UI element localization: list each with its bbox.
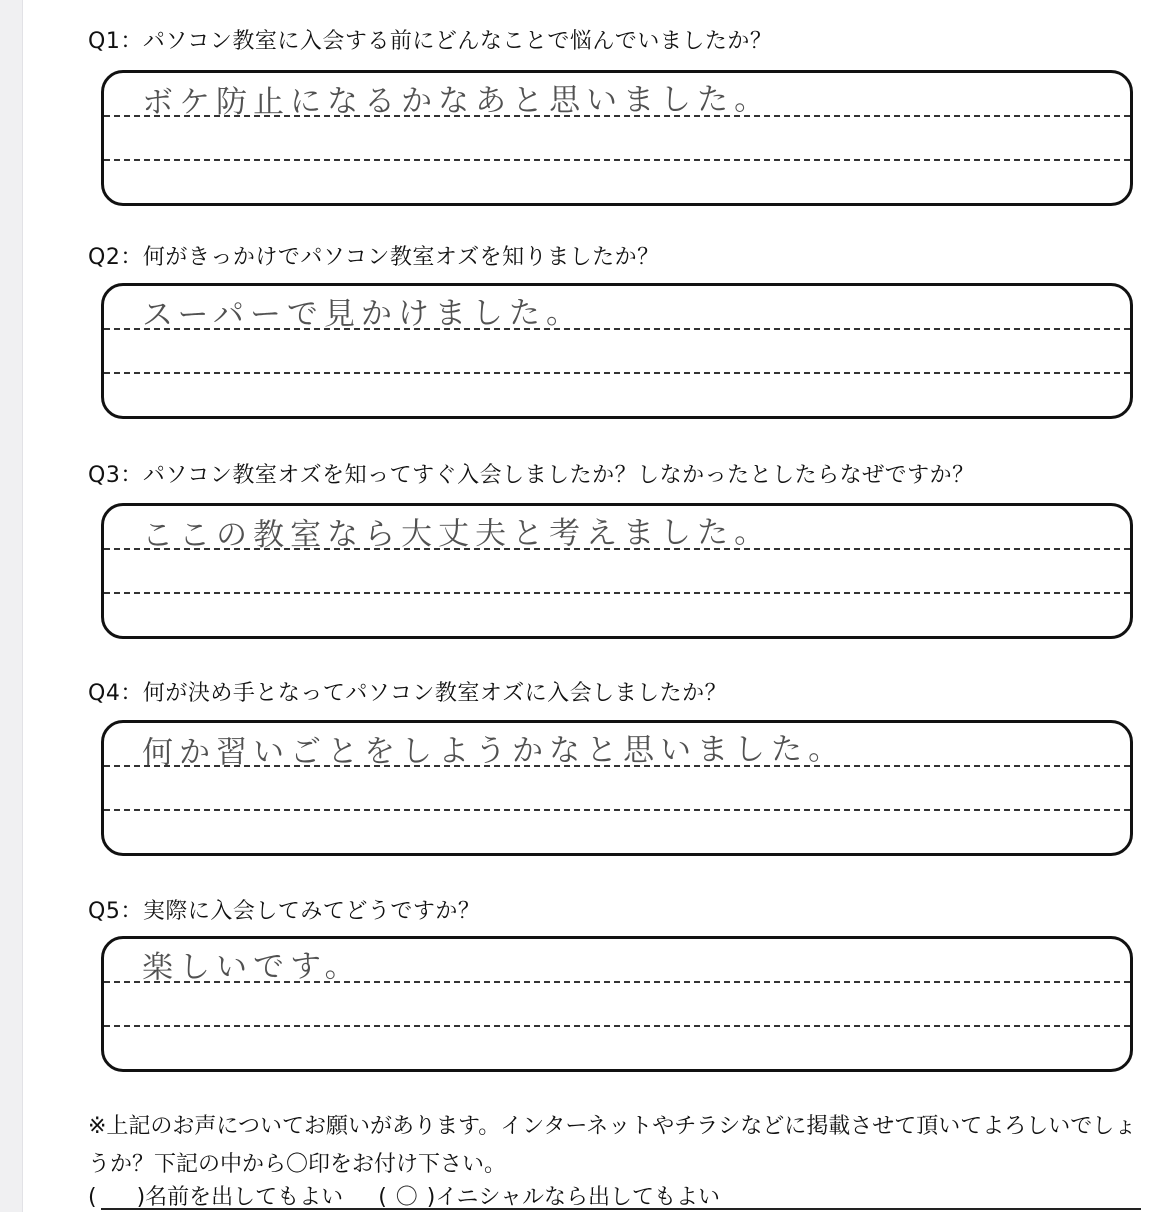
answer-box-5: [101, 936, 1133, 1072]
answer-box-2: [101, 283, 1133, 419]
answer-4-handwriting: 何か習いごとをしようかなと思いました。: [141, 731, 846, 771]
answer-3-handwriting: ここの教室なら大丈夫と考えました。: [141, 514, 772, 554]
option-initials-ok-label: )イニシャルなら出してもよい: [426, 1185, 721, 1210]
answer-5-handwriting: 楽しいです。: [141, 948, 362, 986]
option-name-ok-label: )名前を出してもよい: [136, 1185, 344, 1210]
publication-consent-notice: ※上記のお声についてお願いがあります。インターネットやチラシなどに掲載させて頂いてよろしいでしょうか？下記の中から〇印をお付け下さい。: [88, 1114, 1137, 1177]
question-3-label: Q3：パソコン教室オズを知ってすぐ入会しましたか？しなかったとしたらなぜですか？: [88, 463, 975, 488]
option-initials-ok-mark: 〇: [395, 1185, 418, 1210]
ruled-line: [104, 809, 1130, 811]
answer-box-3: [101, 503, 1133, 639]
question-4-label: Q4：何が決め手となってパソコン教室オズに入会しましたか？: [88, 681, 728, 706]
ruled-line: [104, 159, 1130, 161]
answer-box-4: [101, 720, 1133, 856]
ruled-line: [104, 592, 1130, 594]
option-name-ok[interactable]: ( )名前を出してもよい: [88, 1185, 344, 1210]
answer-box-1: [101, 70, 1133, 206]
bottom-rule: [101, 1208, 1141, 1210]
ruled-line: [104, 1025, 1130, 1027]
question-2-label: Q2：何がきっかけでパソコン教室オズを知りましたか？: [88, 245, 660, 270]
answer-2-handwriting: スーパーで見かけました。: [141, 294, 584, 334]
answer-1-handwriting: ボケ防止になるかなあと思いました。: [141, 81, 772, 121]
question-5-label: Q5：実際に入会してみてどうですか？: [88, 899, 481, 924]
page-margin-strip: [0, 0, 23, 1212]
question-1-label: Q1：パソコン教室に入会する前にどんなことで悩んでいましたか？: [88, 29, 773, 54]
option-initials-ok[interactable]: ( 〇 )イニシャルなら出してもよい: [378, 1185, 720, 1210]
consent-options: [88, 1180, 748, 1211]
ruled-line: [104, 372, 1130, 374]
